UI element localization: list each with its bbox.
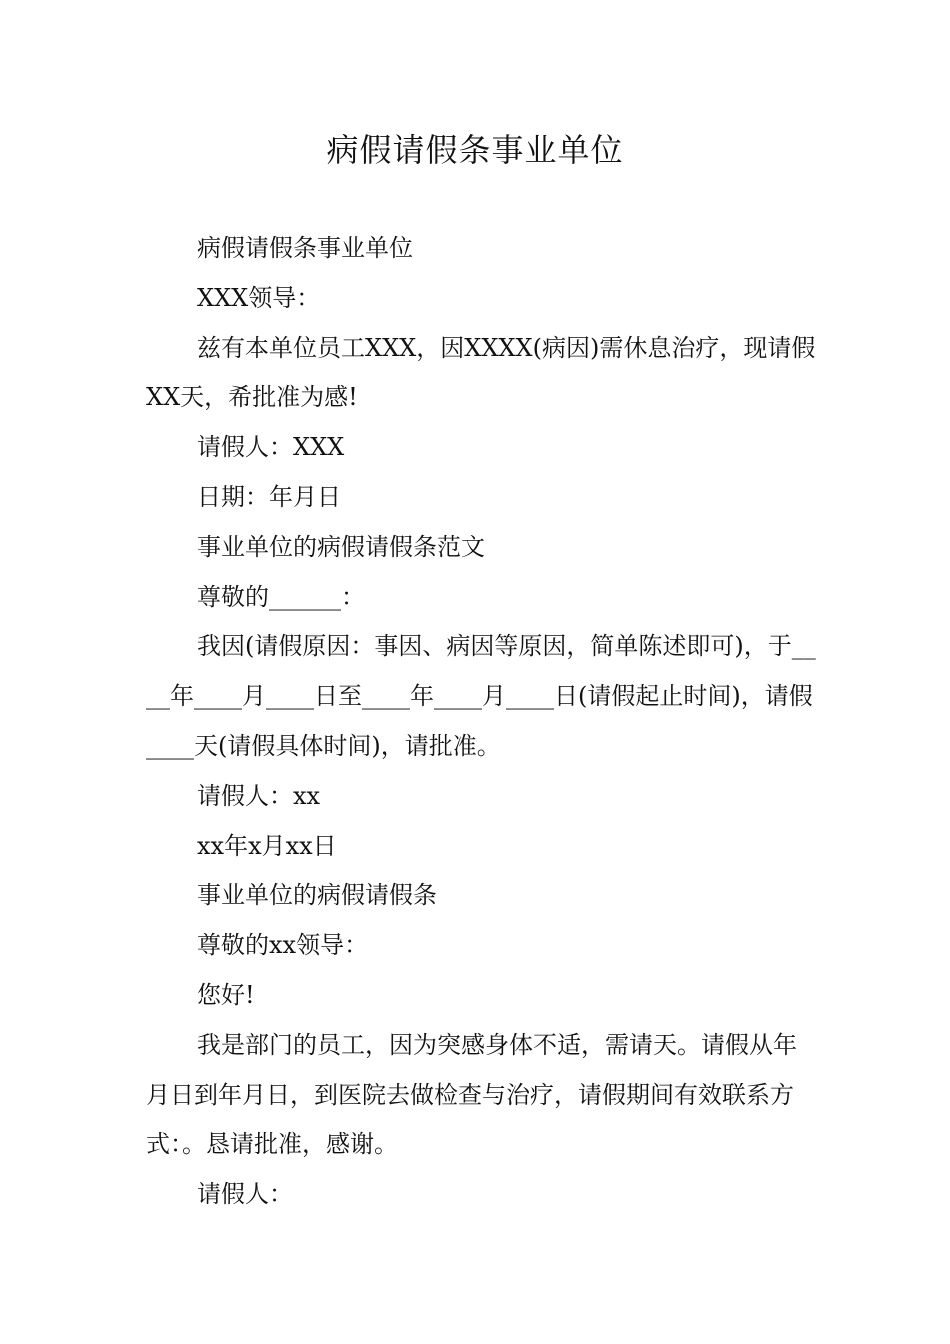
paragraph: xx年x月xx日 bbox=[197, 831, 337, 860]
paragraph: 事业单位的病假请假条 bbox=[197, 881, 437, 910]
paragraph: 尊敬的______： bbox=[197, 582, 365, 611]
paragraph: 病假请假条事业单位 bbox=[197, 234, 413, 262]
paragraph: 事业单位的病假请假条范文 bbox=[197, 532, 485, 561]
paragraph: 请假人：XXX bbox=[197, 433, 345, 462]
paragraph: 您好! bbox=[197, 980, 255, 1009]
paragraph: 兹有本单位员工XXX，因XXXX(病因)需休息治疗，现请假XX天，希批准为感! bbox=[146, 333, 816, 412]
document-title: 病假请假条事业单位 bbox=[326, 131, 624, 169]
paragraph: 尊敬的xx领导： bbox=[197, 931, 369, 960]
paragraph: 我是部门的员工，因为突感身体不适，需请天。请假从年月日到年月日，到医院去做检查与治疗，请假期间有效联系方式：。恳请批准，感谢。 bbox=[146, 1030, 797, 1159]
paragraph: 我因(请假原因：事因、病因等原因，简单陈述即可)，于____年____月____日至____年____月____日(请假起止时间)，请假____天(请假具体时间)，请批准。 bbox=[146, 632, 816, 760]
paragraph: 请假人： bbox=[197, 1180, 293, 1209]
paragraph: 请假人：xx bbox=[197, 781, 321, 810]
paragraph: XXX领导： bbox=[197, 283, 321, 312]
paragraph: 日期：年月日 bbox=[197, 482, 341, 511]
document-body bbox=[146, 224, 816, 1220]
